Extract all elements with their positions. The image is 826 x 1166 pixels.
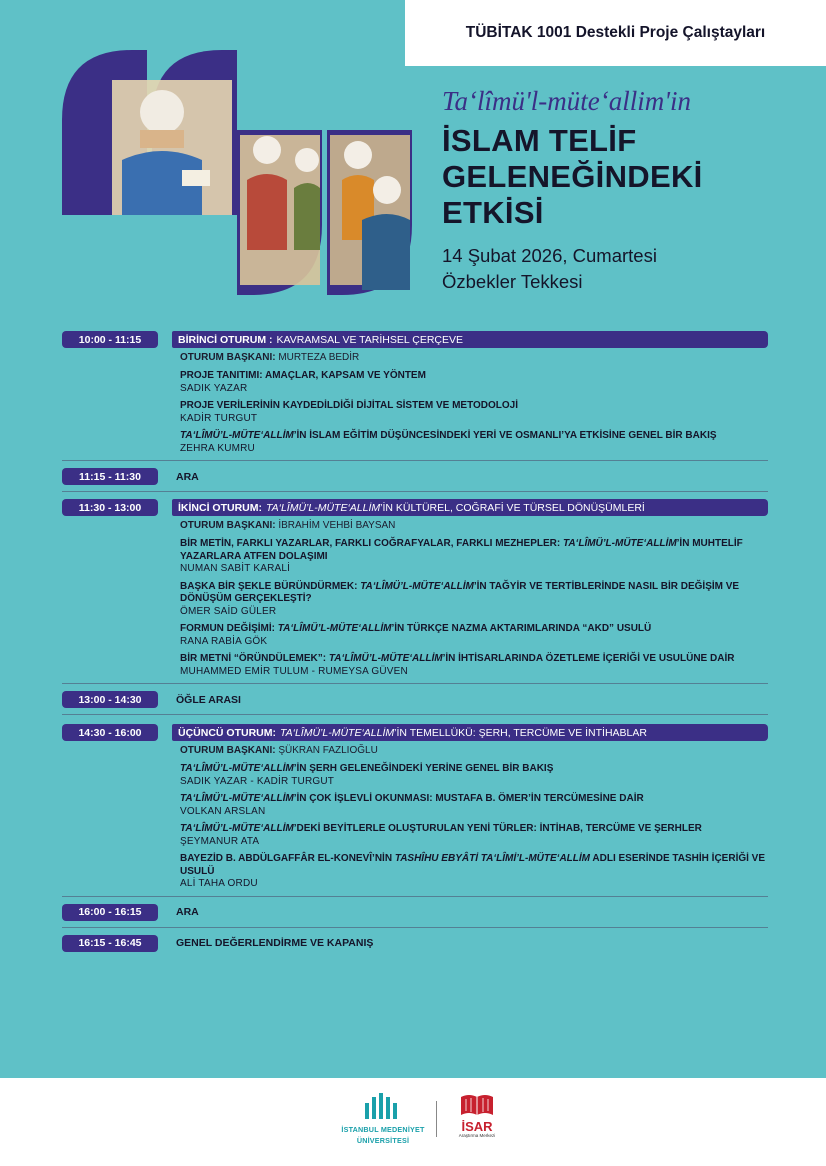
break-row xyxy=(62,691,768,715)
program-schedule xyxy=(62,331,768,952)
divider xyxy=(62,896,768,897)
isar-subtitle: Araştırma Merkezi xyxy=(458,1133,496,1138)
chair-label: OTURUM BAŞKANI: xyxy=(180,745,276,756)
session-label: İKİNCİ OTURUM: xyxy=(178,501,262,514)
talk-item xyxy=(180,653,768,678)
divider xyxy=(62,460,768,461)
talk-title-italic: TA‘LÎMÜ’L-MÜTE‘ALLİM xyxy=(180,793,294,804)
session-topic: KAVRAMSAL VE TARİHSEL ÇERÇEVE xyxy=(276,333,464,346)
title-line-1: İSLAM TELİF xyxy=(442,123,637,158)
divider xyxy=(62,714,768,715)
title-line-3: ETKİSİ xyxy=(442,195,544,230)
talk-item xyxy=(180,538,768,576)
talk-title xyxy=(180,763,768,776)
footer-logos xyxy=(0,1093,826,1153)
title-line-2: GELENEĞİNDEKİ xyxy=(442,159,703,194)
imu-emblem-icon xyxy=(363,1093,403,1119)
closing-row xyxy=(62,935,768,952)
talk-title-rest: ’İN TAĞYİR VE TERTİBLERİNDE NASIL BİR DEĞİŞİM VE DÖNÜŞÜM GERÇEKLEŞTİ? xyxy=(180,580,740,604)
talk-item xyxy=(180,823,768,848)
imu-name-line-1: İSTANBUL MEDENİYET xyxy=(341,1125,425,1134)
time-slot: 16:15 - 16:45 xyxy=(62,935,158,952)
chair-label: OTURUM BAŞKANI: xyxy=(180,520,276,531)
isar-logo xyxy=(452,1093,502,1149)
session-topic-italic: TA‘LÎMÜ’L-MÜTE‘ALLİM xyxy=(266,501,381,514)
session-chair xyxy=(180,351,768,364)
talk-item xyxy=(180,853,768,891)
session-topic: ’İN KÜLTÜREL, COĞRAFİ VE TÜRSEL DÖNÜŞÜMLERİ xyxy=(380,501,645,514)
session-title-bar xyxy=(172,724,768,741)
talk-title xyxy=(180,823,768,836)
session-chair xyxy=(180,519,768,532)
talk-speaker: MUHAMMED EMİR TULUM - RUMEYSA GÜVEN xyxy=(180,665,408,677)
talk-speaker: SADIK YAZAR - KADİR TURGUT xyxy=(180,775,335,787)
talk-title xyxy=(180,430,768,443)
break-label: ARA xyxy=(176,906,199,918)
talk-title-rest: ’İN ÇOK İŞLEVLİ OKUNMASI: MUSTAFA B. ÖMER’İN TERCÜMESİNE DAİR xyxy=(293,793,644,804)
break-label: ÖĞLE ARASI xyxy=(176,693,241,706)
talk-title-rest: ’İN İSLAM EĞİTİM DÜŞÜNCESİNDEKİ YERİ VE OSMANLI’YA ETKİSİNE GENEL BİR BAKIŞ xyxy=(293,430,717,441)
talk-speaker: ÖMER SAİD GÜLER xyxy=(180,605,277,617)
talk-title-italic: TA‘LÎMÜ’L-MÜTE‘ALLİM xyxy=(277,623,392,634)
chair-name: ŞÜKRAN FAZLIOĞLU xyxy=(278,745,378,756)
session-2 xyxy=(62,499,768,684)
break-row xyxy=(62,468,768,492)
talk-title-italic: TASHÎHU EBYÂTİ TA‘LÎMİ’L-MÜTE‘ALLİM xyxy=(394,853,590,864)
session-label: ÜÇÜNCÜ OTURUM: xyxy=(178,726,276,739)
event-date: 14 Şubat 2026, Cumartesi xyxy=(442,245,657,266)
time-slot: 14:30 - 16:00 xyxy=(62,724,158,741)
imu-name-line-2: ÜNİVERSİTESİ xyxy=(356,1135,410,1145)
talk-title-pre: BAŞKA BİR ŞEKLE BÜRÜNDÜRMEK: xyxy=(180,580,361,592)
talk-title-italic: TA‘LÎMÜ’L-MÜTE‘ALLİM xyxy=(328,653,443,664)
session-chair xyxy=(180,744,768,757)
event-place: Özbekler Tekkesi xyxy=(442,271,583,292)
talk-item xyxy=(180,581,768,619)
chair-label: OTURUM BAŞKANI: xyxy=(180,352,276,363)
session-title-bar xyxy=(172,499,768,516)
talk-title-italic: TA‘LÎMÜ’L-MÜTE‘ALLİM xyxy=(180,823,294,834)
talk-title xyxy=(180,653,768,666)
isar-book-icon xyxy=(459,1093,495,1115)
talk-title-pre: FORMUN DEĞİŞİMİ: xyxy=(180,623,278,634)
talk-item xyxy=(180,430,768,455)
time-slot: 13:00 - 14:30 xyxy=(62,691,158,708)
chair-name: MURTEZA BEDİR xyxy=(278,352,360,363)
talk-title-pre: BAYEZİD B. ABDÜLGAFFÂR EL-KONEVÎ’NİN xyxy=(180,853,395,864)
talk-item xyxy=(180,370,768,395)
talk-speaker: NUMAN SABİT KARALİ xyxy=(180,563,291,574)
talk-title xyxy=(180,793,768,806)
title-italic-suffix: 'in xyxy=(664,86,692,116)
time-slot: 10:00 - 11:15 xyxy=(62,331,158,348)
talk-item xyxy=(180,400,768,425)
talk-speaker: VOLKAN ARSLAN xyxy=(180,805,266,817)
session-3 xyxy=(62,724,768,897)
talk-title-rest: ’DEKİ BEYİTLERLE OLUŞTURULAN YENİ TÜRLER: İNTİHAB, TERCÜME VE ŞERHLER xyxy=(293,823,702,834)
talk-title xyxy=(180,853,768,878)
time-slot: 16:00 - 16:15 xyxy=(62,904,158,921)
talk-item xyxy=(180,623,768,648)
title-italic-line xyxy=(442,86,802,117)
talk-title xyxy=(180,538,768,563)
talk-title-pre: BİR METNİ “ÖRÜNDÜLEMEK”: xyxy=(180,653,329,664)
talk-speaker: ZEHRA KUMRU xyxy=(180,442,255,454)
title-main xyxy=(442,123,802,231)
title-italic-text: Ta‘lîmü'l-müte‘allim xyxy=(442,86,665,116)
chair-name: İBRAHİM VEHBİ BAYSAN xyxy=(278,520,396,531)
session-topic: ’İN TEMELLÜKÜ: ŞERH, TERCÜME VE İNTİHABLAR xyxy=(394,726,647,739)
talk-title-rest: ’İN TÜRKÇE NAZMA AKTARIMLARINDA “AKD” USULÜ xyxy=(391,623,652,634)
divider xyxy=(62,491,768,492)
talk-title xyxy=(180,623,768,636)
talk-title-italic: TA‘LÎMÜ’L-MÜTE‘ALLİM xyxy=(562,538,677,549)
talk-title-rest: ADLI ESERİNDE TASHİH İÇERİĞİ VE USULÜ xyxy=(180,853,766,877)
talk-speaker: RANA RABİA GÖK xyxy=(180,635,268,647)
talk-title-rest: ’İN ŞERH GELENEĞİNDEKİ YERİNE GENEL BİR BAKIŞ xyxy=(293,763,554,774)
isar-name: İSAR xyxy=(461,1119,493,1134)
talk-item xyxy=(180,793,768,818)
talk-title-rest: ’İN MUHTELİF YAZARLARA ATFEN DOLAŞIMI xyxy=(180,538,743,562)
talk-speaker: KADİR TURGUT xyxy=(180,412,258,424)
divider xyxy=(62,683,768,684)
istanbul-medeniyet-logo xyxy=(338,1093,428,1149)
talk-title-pre: BİR METİN, FARKLI YAZARLAR, FARKLI COĞRAFYALAR, FARKLI MEZHEPLER: xyxy=(180,538,563,549)
time-slot: 11:30 - 13:00 xyxy=(62,499,158,516)
session-topic-italic: TA‘LÎMÜ’L-MÜTE‘ALLİM xyxy=(280,726,395,739)
talk-title-italic: TA‘LÎMÜ’L-MÜTE‘ALLİM xyxy=(360,580,474,592)
session-label: BİRİNCİ OTURUM : xyxy=(178,333,273,346)
break-row xyxy=(62,904,768,928)
talk-speaker: ŞEYMANUR ATA xyxy=(180,835,260,847)
talk-title-rest: ’İN İHTİSARLARINDA ÖZETLEME İÇERİĞİ VE USULÜNE DAİR xyxy=(442,653,735,664)
talk-item xyxy=(180,763,768,788)
quote-illustration xyxy=(62,50,412,295)
talk-speaker: SADIK YAZAR xyxy=(180,382,248,394)
session-title-bar xyxy=(172,331,768,348)
talk-title-italic: TA‘LÎMÜ’L-MÜTE‘ALLİM xyxy=(180,430,294,441)
logo-separator xyxy=(436,1101,437,1137)
talk-speaker: ALİ TAHA ORDU xyxy=(180,878,258,889)
break-label: ARA xyxy=(176,470,199,483)
time-slot: 11:15 - 11:30 xyxy=(62,468,158,485)
talk-title-italic: TA‘LÎMÜ’L-MÜTE‘ALLİM xyxy=(180,763,294,774)
talk-title xyxy=(180,581,768,606)
session-1 xyxy=(62,331,768,461)
talk-title: PROJE TANITIMI: AMAÇLAR, KAPSAM VE YÖNTEM xyxy=(180,370,426,381)
project-banner: TÜBİTAK 1001 Destekli Proje Çalıştayları xyxy=(405,0,826,66)
divider xyxy=(62,927,768,928)
closing-label: GENEL DEĞERLENDİRME VE KAPANIŞ xyxy=(176,937,374,949)
talk-title: PROJE VERİLERİNİN KAYDEDİLDİĞİ DİJİTAL SİSTEM VE METODOLOJİ xyxy=(180,400,519,411)
event-title-block xyxy=(442,86,802,295)
